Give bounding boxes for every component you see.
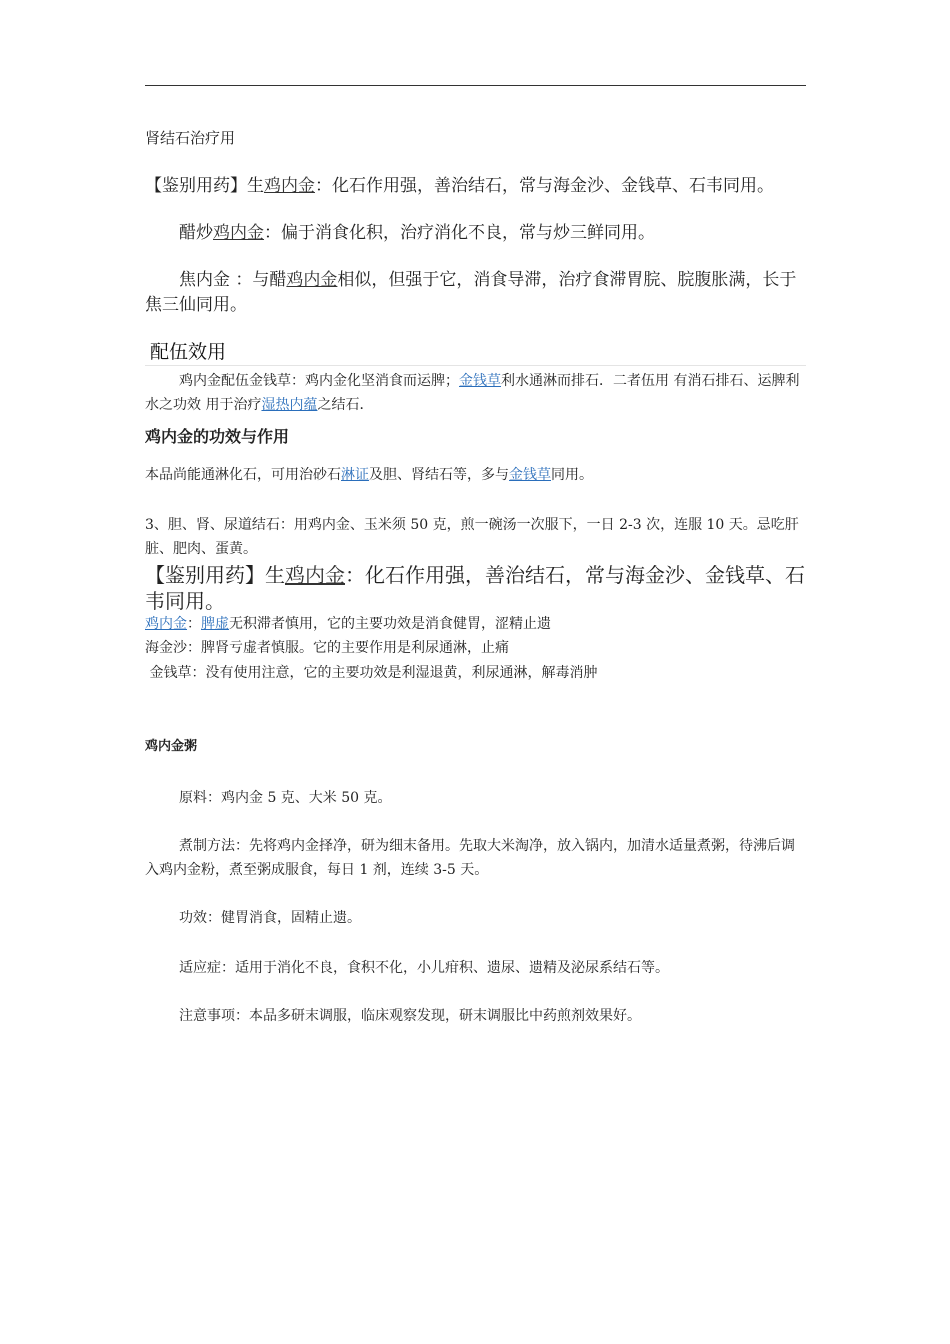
shire-neiyun-link[interactable]: 湿热内蕴: [261, 397, 318, 413]
text: 【鉴别用药】生: [145, 176, 264, 196]
term-link[interactable]: 鸡内金: [213, 223, 264, 243]
section-divider: [145, 365, 806, 366]
differentiation-paragraph: [145, 174, 806, 199]
header-rule: [145, 85, 806, 86]
jinqiancao-link[interactable]: 金钱草: [509, 467, 551, 483]
term-link[interactable]: 鸡内金: [264, 176, 315, 196]
text: ：化石作用强，善治结石，常与海金沙、金钱草、石韦同用。: [315, 176, 774, 196]
kidney-heading: 肾结石治疗用: [145, 129, 236, 147]
pairing-title: 配伍效用: [150, 341, 227, 363]
text: 相似，但强于它，消食导滞，治疗食滞胃脘、脘腹胀满，长于焦三仙同用。: [145, 270, 797, 315]
porridge-title: 鸡内金粥: [145, 739, 198, 754]
term-link[interactable]: 鸡内金: [286, 270, 338, 290]
notes-line-2: 海金沙：脾肾亏虚者慎服。它的主要作用是利尿通淋，止痛: [145, 640, 509, 656]
effects-title: 鸡内金的功效与作用: [145, 427, 290, 446]
text: 焦内金 ：与醋: [179, 270, 287, 290]
jineijin-link[interactable]: 鸡内金: [145, 616, 187, 632]
porridge-cautions: 注意事项：本品多研末调服，临床观察发现，研末调服比中药煎剂效果好。: [179, 1008, 641, 1024]
stones-paragraph: 3、胆、肾、尿道结石：用鸡内金、玉米须 50 克，煎一碗汤一次服下，一日 2-3 次，连服 10 天。忌吃肝脏、肥肉、蛋黄。: [145, 517, 799, 557]
pixu-link[interactable]: 脾虚: [201, 616, 229, 632]
porridge-effect: 功效：健胃消食，固精止遗。: [179, 910, 361, 926]
text: 及胆、肾结石等，多与: [369, 467, 509, 483]
text: 同用。: [551, 467, 593, 483]
linzheng-link[interactable]: 淋证: [341, 467, 369, 483]
porridge-method: 煮制方法：先将鸡内金择净，研为细末备用。先取大米淘净，放入锅内，加清水适量煮粥，待沸后调入鸡内金粉，煮至粥成服食，每日 1 剂，连续 3-5 天。: [145, 838, 795, 878]
text: 无积滞者慎用，它的主要功效是消食健胃，涩精止遗: [229, 616, 551, 632]
term-link[interactable]: 鸡内金: [285, 563, 345, 587]
effects-paragraph: [145, 463, 806, 487]
text: ：: [187, 616, 201, 632]
text: 本品尚能通淋化石，可用治砂石: [145, 467, 341, 483]
text: ：化石作用强，善治结石，常与海金沙、金钱草、石韦同用。: [145, 563, 805, 613]
porridge-ingredients: 原料：鸡内金 5 克、大米 50 克。: [179, 790, 392, 806]
burnt-paragraph: [145, 268, 806, 318]
text: 【鉴别用药】生: [145, 563, 285, 587]
text: 鸡内金配伍金钱草：鸡内金化坚消食而运脾；: [179, 373, 459, 389]
text: 之结石．: [317, 397, 374, 413]
notes-line-1: [145, 612, 806, 636]
porridge-indications: 适应症：适用于消化不良，食积不化，小儿疳积、遗尿、遗精及泌尿系结石等。: [179, 960, 669, 976]
notes-line-3: 金钱草：没有使用注意，它的主要功效是利湿退黄，利尿通淋，解毒消肿: [145, 665, 598, 681]
jinqiancao-link[interactable]: 金钱草: [459, 373, 501, 389]
vinegar-paragraph: [145, 221, 806, 246]
differentiation-paragraph-large: [145, 562, 806, 614]
text: ：偏于消食化积，治疗消化不良，常与炒三鲜同用。: [264, 223, 655, 243]
pairing-paragraph: [145, 369, 806, 417]
text: 利水通淋而排石．二者伍用 有消石排石、运脾利水之功效 用于治疗: [145, 373, 800, 413]
text: 醋炒: [179, 223, 213, 243]
